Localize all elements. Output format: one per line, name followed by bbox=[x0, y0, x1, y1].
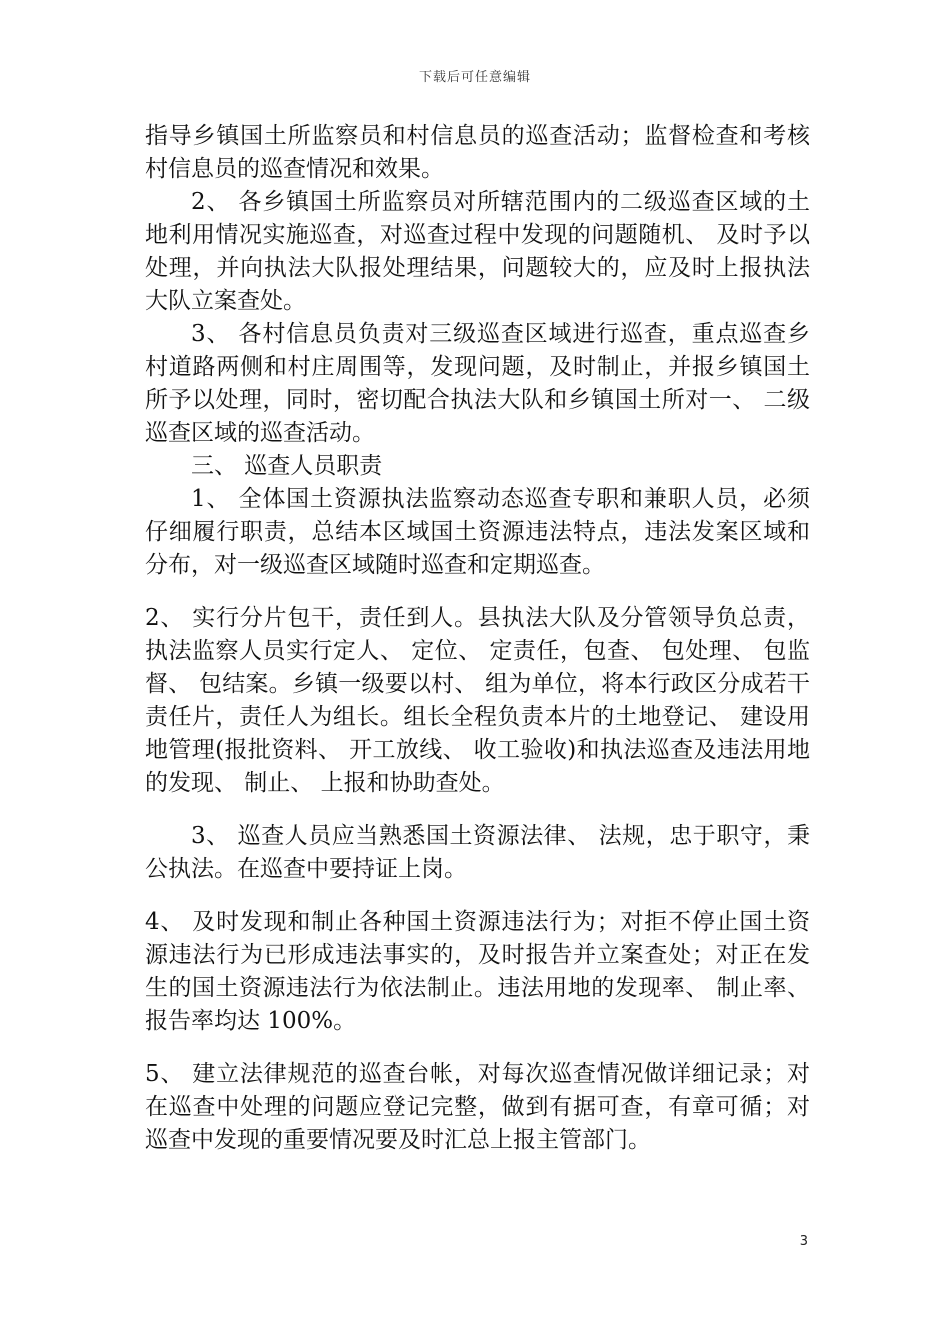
header-note: 下载后可任意编辑 bbox=[418, 70, 531, 85]
paragraph-duty-5: 5、 建立法律规范的巡查台帐，对每次巡查情况做详细记录；对在巡查中处理的问题应登记完整，做到有据可查，有章可循；对巡查中发现的重要情况要及时汇总上报主管部门。 bbox=[145, 1061, 810, 1153]
paragraph-duty-2: 2、 实行分片包干，责任到人。县执法大队及分管领导负总责，执法监察人员实行定人、 定位、 定责任，包查、 包处理、 包监督、 包结案。乡镇一级要以村、 组为单位，将本行政区分成若干责任片，责任人为组长。组长全程负责本片的土地登记、 建设用地管理(报批资料、 开工放线、 收工验收)和执法巡查及违法用地的发现、 制止、 上报和协助查处。 bbox=[145, 605, 810, 796]
page-number: 3 bbox=[799, 1234, 808, 1249]
paragraph-duty-4: 4、 及时发现和制止各种国土资源违法行为；对拒不停止国土资源违法行为已形成违法事实的，及时报告并立案查处；对正在发生的国土资源违法行为依法制止。违法用地的发现率、 制止率、报告率均达 100%。 bbox=[145, 909, 810, 1034]
section-heading-patrol-duties: 三、 巡查人员职责 bbox=[191, 453, 383, 479]
paragraph-duty-3: 3、 巡查人员应当熟悉国土资源法律、 法规，忠于职守，秉公执法。在巡查中要持证上岗。 bbox=[145, 823, 810, 882]
document-body bbox=[145, 120, 810, 1157]
paragraph-item-2-township: 2、 各乡镇国土所监察员对所辖范围内的二级巡查区域的土地利用情况实施巡查，对巡查过程中发现的问题随机、 及时予以处理，并向执法大队报处理结果，问题较大的，应及时上报执法大队立案查处。 bbox=[145, 189, 810, 314]
paragraph-continuation: 指导乡镇国土所监察员和村信息员的巡查活动；监督检查和考核村信息员的巡查情况和效果。 bbox=[145, 123, 810, 182]
paragraph-duty-1: 1、 全体国土资源执法监察动态巡查专职和兼职人员，必须仔细履行职责，总结本区域国土资源违法特点，违法发案区域和分布，对一级巡查区域随时巡查和定期巡查。 bbox=[145, 486, 810, 578]
paragraph-item-3-village: 3、 各村信息员负责对三级巡查区域进行巡查，重点巡查乡村道路两侧和村庄周围等，发现问题，及时制止，并报乡镇国土所予以处理，同时，密切配合执法大队和乡镇国土所对一、 二级巡查区域的巡查活动。 bbox=[145, 321, 810, 446]
